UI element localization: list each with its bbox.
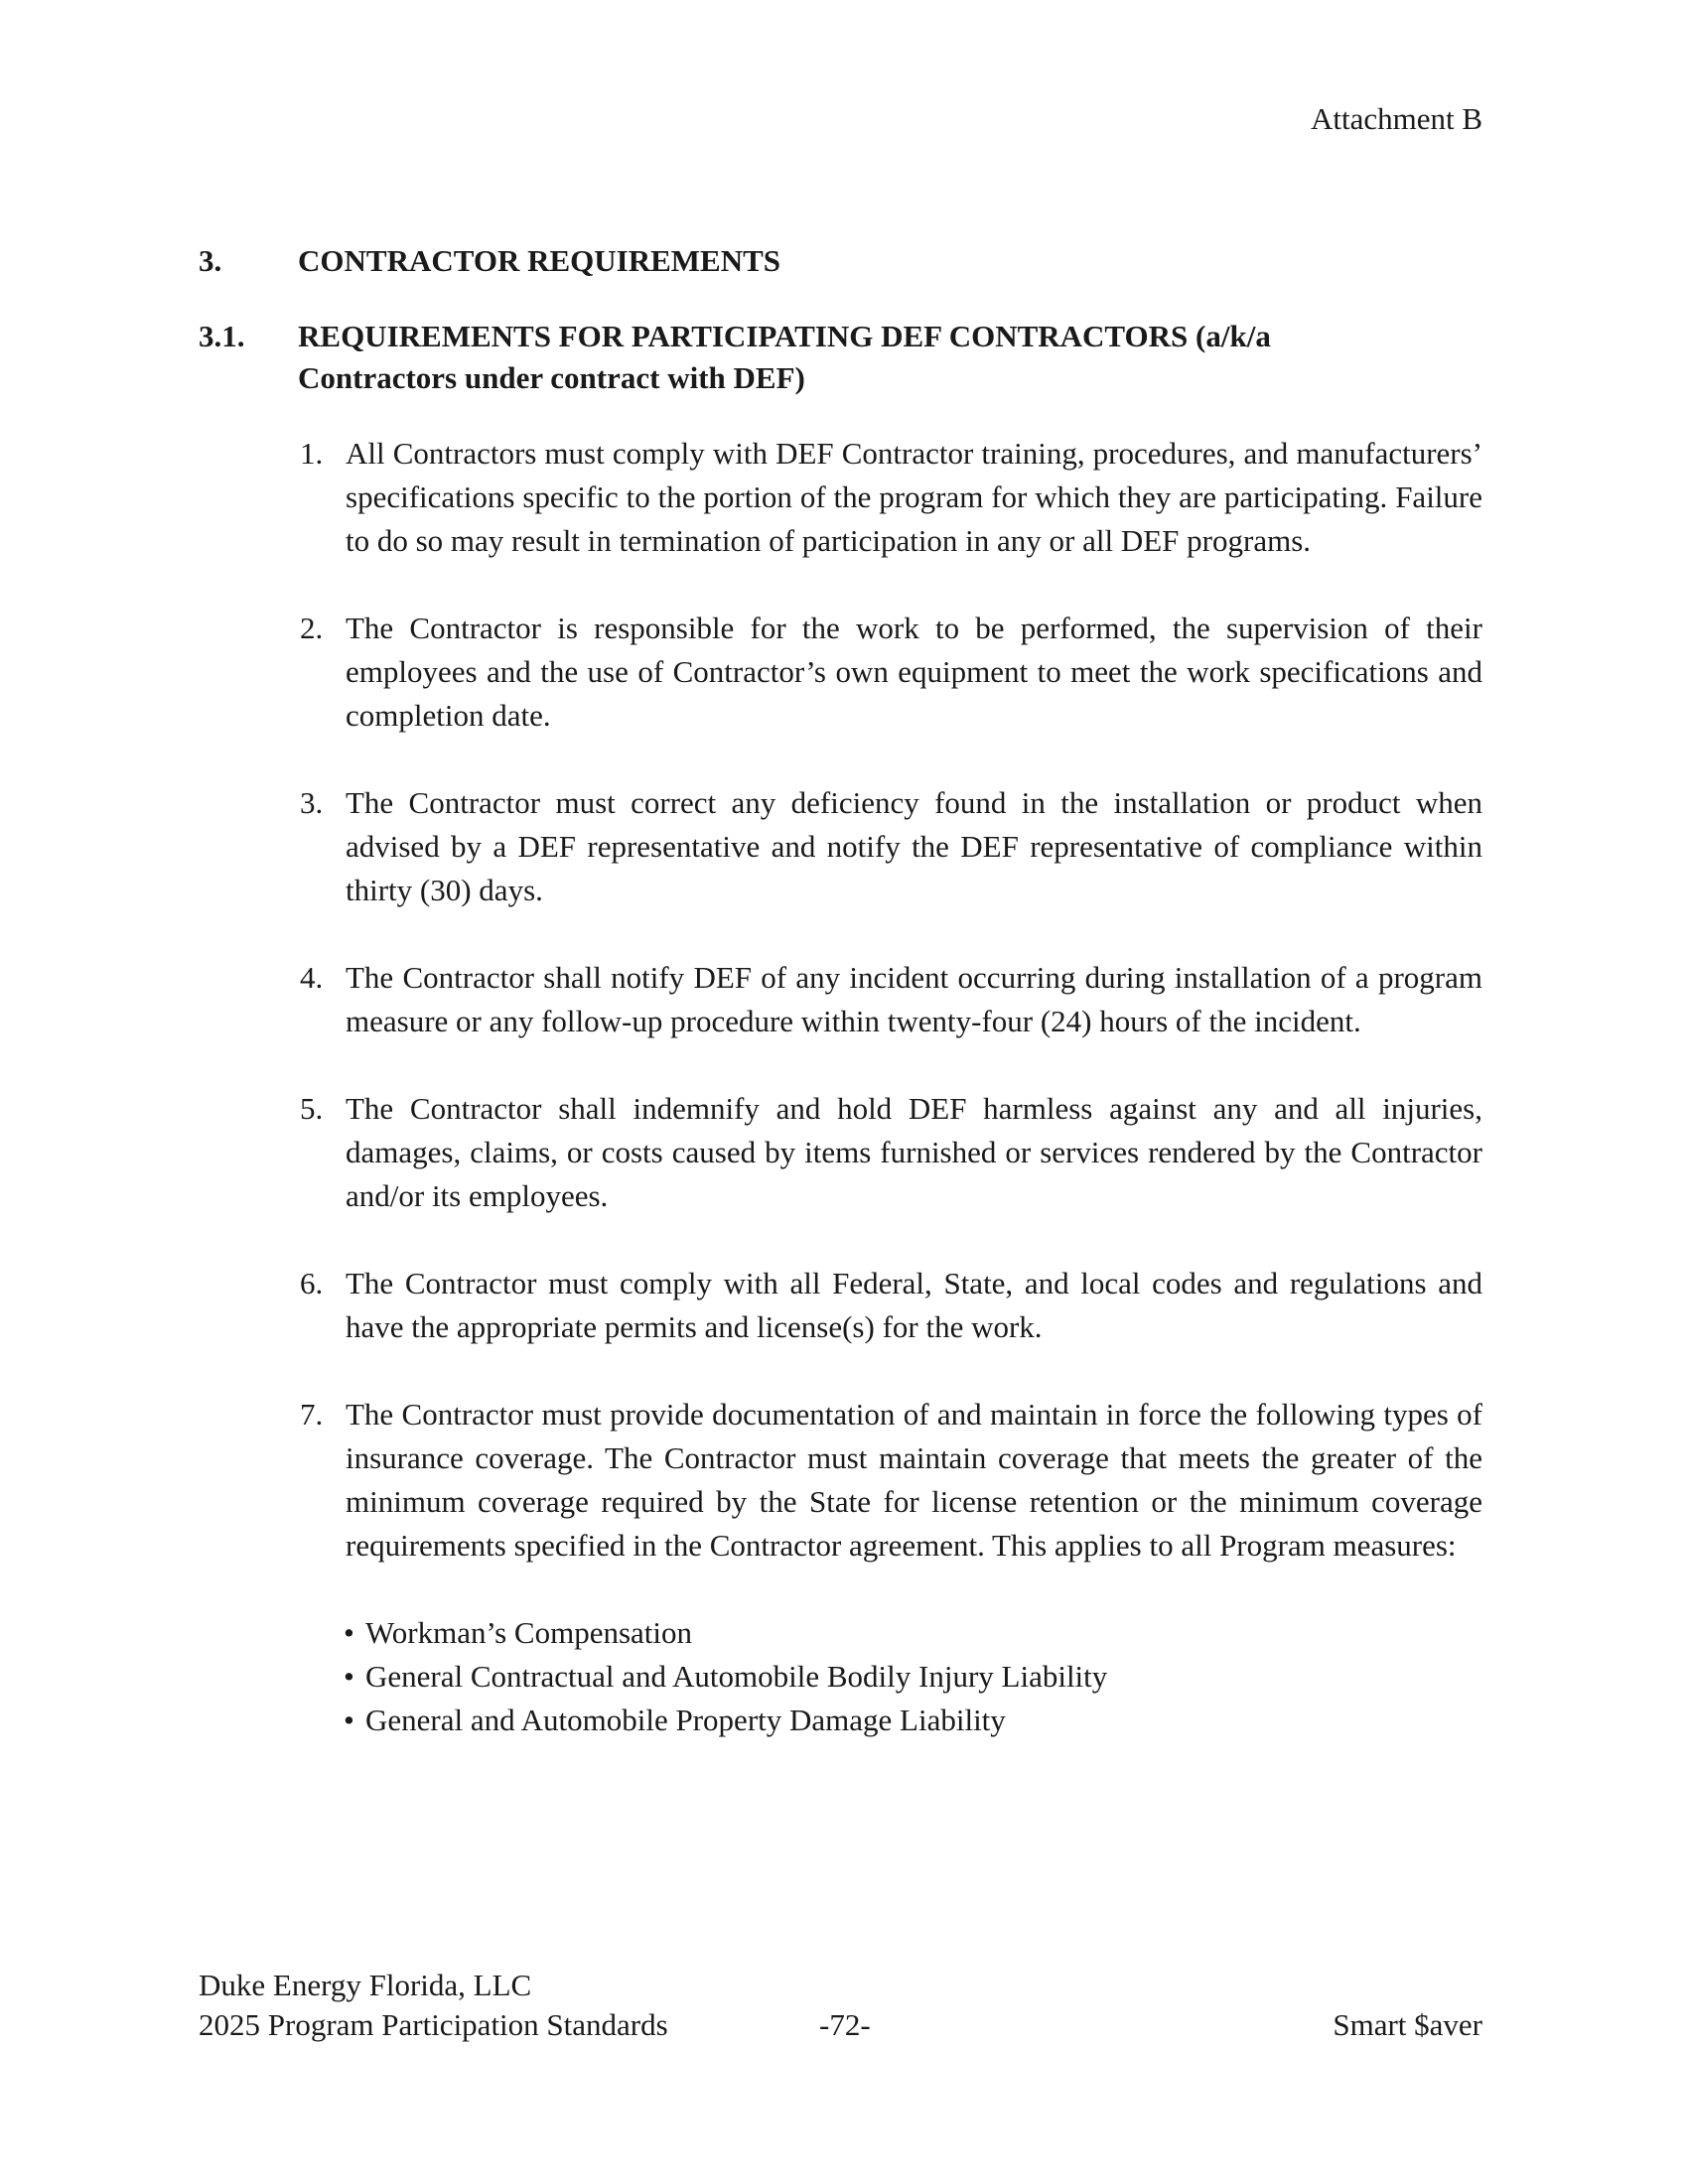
list-item-number: 2.: [300, 611, 324, 645]
bullet-icon: •: [344, 1659, 354, 1694]
insurance-item-text: General Contractual and Automobile Bodily Injury Liability: [365, 1659, 1108, 1694]
list-item-text: The Contractor is responsible for the work to be performed, the supervision of their employees and the use of Contractor’s own equipment to meet the work specifications and completion date.: [346, 611, 1482, 733]
list-item-text: The Contractor must comply with all Federal, State, and local codes and regulations and have the appropriate permits and license(s) for the work.: [346, 1266, 1482, 1344]
list-item-number: 6.: [300, 1266, 324, 1300]
list-item: [290, 1393, 1482, 1742]
insurance-item: [346, 1611, 1482, 1655]
list-item: [290, 1262, 1482, 1349]
subsection-number: 3.1.: [199, 319, 245, 353]
list-item: [290, 432, 1482, 563]
page-number: -72-: [819, 2007, 871, 2042]
section-title: CONTRACTOR REQUIREMENTS: [298, 243, 781, 278]
list-item-number: 3.: [300, 785, 324, 820]
list-item-number: 5.: [300, 1091, 324, 1126]
footer-row: [199, 2005, 1489, 2045]
list-item-text: The Contractor shall indemnify and hold DEF harmless against any and all injuries, damages, claims, or costs caused by items furnished or services rendered by the Contractor and/or its employees.: [346, 1091, 1482, 1213]
list-item-number: 4.: [300, 960, 324, 995]
footer-program: Smart $aver: [1333, 2007, 1482, 2042]
insurance-item: [346, 1699, 1482, 1742]
list-item-number: 1.: [300, 436, 324, 471]
insurance-list: [346, 1611, 1482, 1742]
bullet-icon: •: [344, 1615, 354, 1650]
list-item: [290, 607, 1482, 738]
list-item-text: All Contractors must comply with DEF Contractor training, procedures, and manufacturers’ specifications specific to the portion of the program for which they are participating. Failure to do so may result in termination of participation in any or all DEF programs.: [346, 436, 1482, 558]
footer-standards: 2025 Program Participation Standards: [199, 2007, 668, 2042]
requirements-list: [290, 432, 1482, 1742]
list-item-text: The Contractor must provide documentation of and maintain in force the following types of insurance coverage. The Contractor must maintain coverage that meets the greater of the minimum coverage required by the State for license retention or the minimum coverage requirements specified in the Contractor agreement. This applies to all Program measures:: [346, 1397, 1482, 1563]
attachment-label: Attachment B: [1310, 101, 1482, 136]
bullet-icon: •: [344, 1703, 354, 1737]
insurance-item-text: General and Automobile Property Damage Liability: [365, 1703, 1006, 1737]
list-item: [290, 956, 1482, 1043]
section-number: 3.: [199, 243, 222, 278]
page-footer: [199, 1966, 1489, 2045]
footer-company: Duke Energy Florida, LLC: [199, 1968, 532, 2002]
subsection-title: REQUIREMENTS FOR PARTICIPATING DEF CONTRACTORS (a/k/a Contractors under contract with DEF): [298, 319, 1271, 395]
list-item-number: 7.: [300, 1397, 324, 1432]
list-item: [290, 1087, 1482, 1218]
insurance-item: [346, 1655, 1482, 1699]
list-item-text: The Contractor must correct any deficiency found in the installation or product when advised by a DEF representative and notify the DEF representative of compliance within thirty (30) days.: [346, 785, 1482, 907]
list-item: [290, 781, 1482, 912]
list-item-text: The Contractor shall notify DEF of any incident occurring during installation of a program measure or any follow-up procedure within twenty-four (24) hours of the incident.: [346, 960, 1482, 1038]
insurance-item-text: Workman’s Compensation: [365, 1615, 692, 1650]
